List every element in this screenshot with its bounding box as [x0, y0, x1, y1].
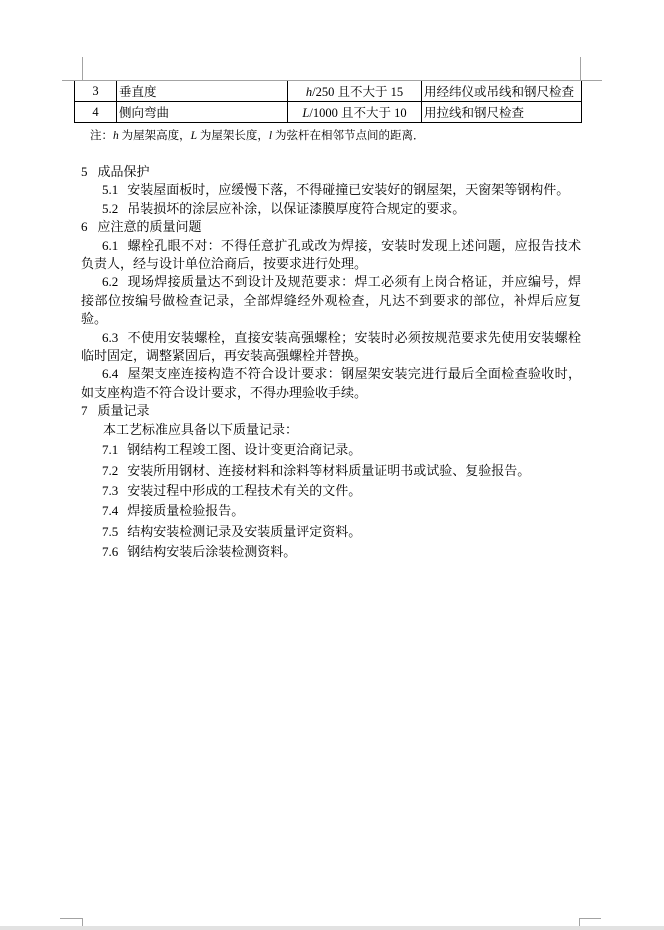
tolerance-value: /250 且不大于 15	[312, 85, 404, 99]
item-text: 屋架支座连接构造不符合设计要求：钢屋架安装完进行最后全面检查验收时，如支座构造不符合设计要求，不得办理验收手续。	[81, 366, 581, 400]
section-number: 6	[81, 219, 88, 235]
section-heading	[81, 402, 581, 420]
body-paragraph	[81, 523, 581, 541]
cell-row-number: 4	[75, 102, 117, 123]
item-text: 现场焊接质量达不到设计及规范要求：焊工必须有上岗合格证，并应编号，焊接部位按编号做检查记录，全部焊缝经外观检查，凡达不到要求的部位，补焊后应复验。	[81, 274, 581, 327]
tolerance-variable: h	[305, 85, 313, 99]
body-paragraph	[81, 237, 581, 274]
section-number: 7	[81, 403, 88, 419]
item-number: 7.4	[102, 503, 119, 519]
body-paragraph	[81, 273, 581, 328]
item-text: 钢结构工程竣工图、设计变更洽商记录。	[127, 442, 362, 458]
body-paragraph	[81, 441, 581, 459]
body-paragraph	[81, 482, 581, 500]
item-number: 6.3	[102, 329, 119, 345]
item-text: 安装所用钢材、连接材料和涂料等材料质量证明书或试验、复验报告。	[127, 462, 531, 478]
body-paragraph	[81, 365, 581, 402]
item-number: 7.2	[102, 462, 119, 478]
note-variable: h	[113, 130, 119, 142]
item-text: 焊接质量检验报告。	[127, 503, 245, 519]
cell-tolerance	[288, 81, 422, 102]
item-number: 7.6	[102, 544, 119, 560]
item-number: 7.1	[102, 442, 119, 458]
item-number: 6.2	[102, 274, 119, 290]
body-paragraph	[81, 329, 581, 366]
tolerance-variable: L	[302, 106, 310, 120]
cell-item-name: 垂直度	[117, 81, 288, 102]
item-number: 6.4	[102, 366, 119, 382]
item-text: 不使用安装螺栓，直接安装高强螺栓；安装时必须按规范要求先使用安装螺栓临时固定，调整紧固后，再安装高强螺栓并替换。	[81, 329, 581, 364]
body-paragraph	[81, 421, 581, 439]
top-left-boundary-mark	[82, 57, 83, 80]
item-number: 5.2	[102, 200, 119, 216]
item-text: 钢结构安装后涂装检测资料。	[127, 544, 297, 560]
item-number: 5.1	[102, 182, 119, 198]
bottom-left-boundary-mark	[60, 918, 82, 919]
item-number: 7.5	[102, 523, 119, 539]
section-heading	[81, 163, 581, 181]
note-variable: L	[190, 130, 198, 142]
tolerance-table	[74, 81, 582, 123]
cell-row-number: 3	[75, 81, 117, 102]
item-number: 7.3	[102, 482, 119, 498]
section-number: 5	[81, 164, 88, 179]
cell-tolerance	[288, 102, 422, 123]
top-right-boundary-mark	[580, 57, 581, 80]
note-text: 为屋架高度，	[118, 130, 191, 142]
body-paragraph	[81, 502, 581, 520]
paragraph-text: 本工艺标准应具备以下质量记录：	[103, 421, 299, 437]
note-text: 为弦杆在相邻节点间的距离．	[272, 130, 425, 142]
body-paragraph	[81, 181, 581, 199]
section-title: 质量记录	[97, 403, 150, 419]
item-text: 安装屋面板时，应缓慢下落，不得碰撞已安装好的钢屋架，天窗架等钢构件。	[127, 182, 570, 198]
section-heading	[81, 218, 581, 236]
body-paragraph	[81, 200, 581, 218]
item-text: 结构安装检测记录及安装质量评定资料。	[127, 523, 362, 539]
note-text: 为屋架长度，	[197, 130, 269, 142]
body-paragraph	[81, 462, 581, 480]
note-variable: l	[268, 130, 273, 142]
section-title: 成品保护	[97, 164, 150, 179]
item-text: 安装过程中形成的工程技术有关的文件。	[127, 482, 362, 498]
item-text: 吊装损坏的涂层应补涂，以保证漆膜厚度符合规定的要求。	[127, 200, 466, 216]
item-number: 6.1	[102, 237, 119, 253]
item-text: 螺栓孔眼不对：不得任意扩孔或改为焊接，安装时发现上述问题，应报告技术负责人，经与设计单位洽商后，按要求进行处理。	[81, 237, 581, 272]
cell-check-method: 用拉线和钢尺检查	[422, 102, 582, 123]
page-content	[81, 81, 581, 562]
section-title: 应注意的质量问题	[97, 219, 202, 235]
cell-item-name: 侧向弯曲	[117, 102, 288, 123]
cell-check-method: 用经纬仪或吊线和钢尺检查	[422, 81, 582, 102]
body-paragraph	[81, 543, 581, 561]
page-gap	[0, 926, 664, 930]
table-note	[90, 129, 581, 143]
bottom-right-boundary-mark	[579, 918, 601, 919]
tolerance-value: /1000 且不大于 10	[309, 106, 407, 120]
table-row	[75, 102, 582, 123]
note-text: 注：	[90, 130, 113, 142]
table-row	[75, 81, 582, 102]
